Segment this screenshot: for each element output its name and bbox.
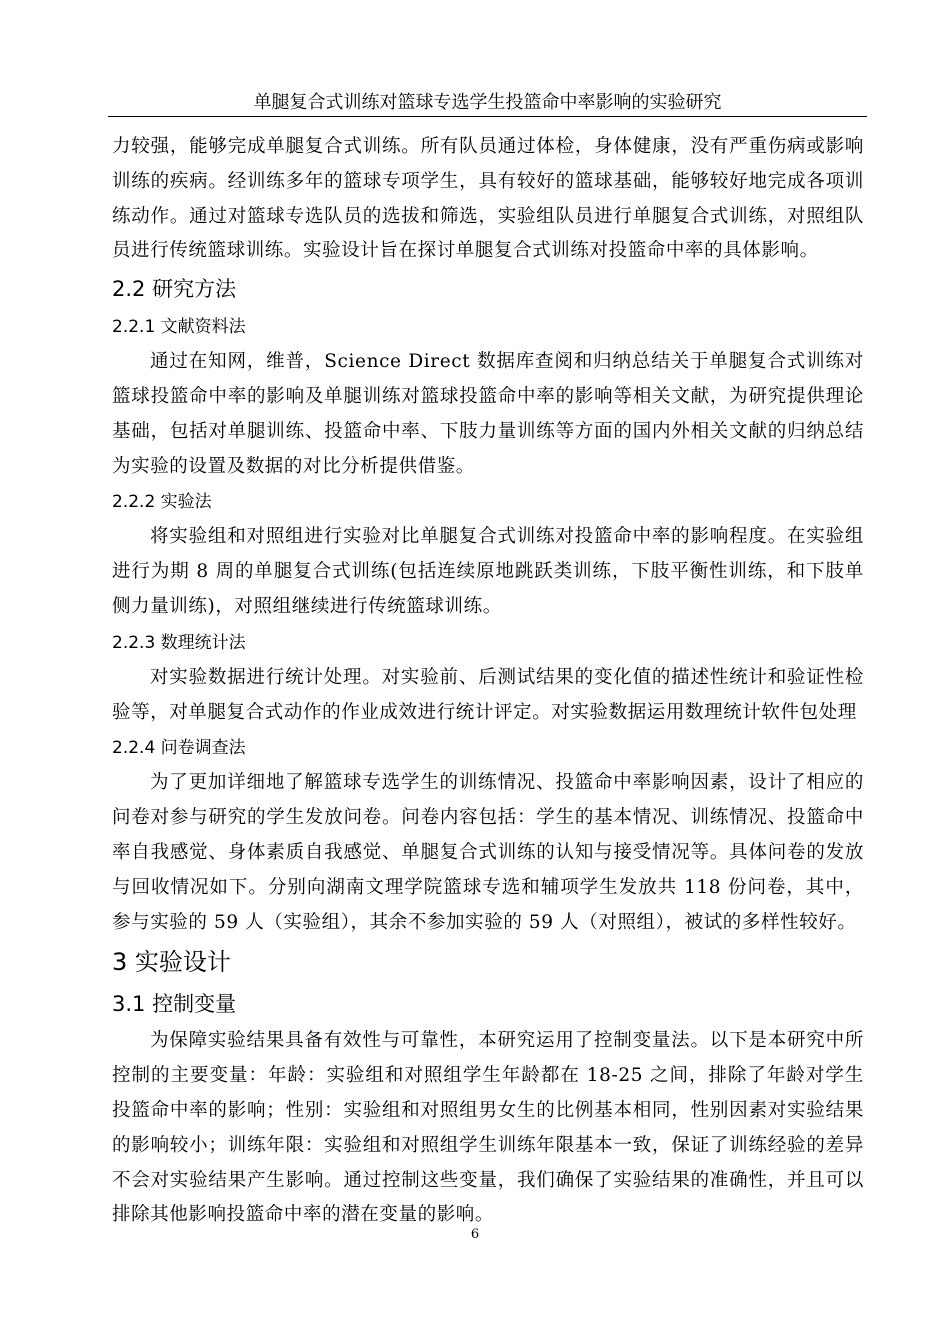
heading-2-2-2-experiment: 2.2.2 实验法 (112, 492, 212, 513)
page-number: 6 (470, 1227, 480, 1242)
paragraph-statistics: 对实验数据进行统计处理。对实验前、后测试结果的变化值的描述性统计和验证性检验等，对单腿复合式动作的作业成效进行统计评定。对实验数据运用数理统计软件包处理 (112, 666, 864, 723)
paragraph-literature: 通过在知网，维普，Science Direct 数据库查阅和归纳总结关于单腿复合式训练对篮球投篮命中率的影响及单腿训练对篮球投篮命中率的影响等相关文献，为研究提供理论基础，包括对单腿训练、投篮命中率、下肢力量训练等方面的国内外相关文献的归纳总结为实验的设置及数据的对比分析提供借鉴。 (112, 351, 864, 477)
paragraph-questionnaire: 为了更加详细地了解篮球专选学生的训练情况、投篮命中率影响因素，设计了相应的问卷对参与研究的学生发放问卷。问卷内容包括：学生的基本情况、训练情况、投篮命中率自我感觉、身体素质自我感觉、单腿复合式训练的认知与接受情况等。具体问卷的发放与回收情况如下。分别向湖南文理学院篮球专选和辅项学生发放共 118 份问卷，其中，参与实验的 59 人（实验组），其余不参加实验的 59 人（对照组），被试的多样性较好。 (112, 772, 864, 933)
heading-3-1-control-variables: 3.1 控制变量 (112, 992, 237, 1017)
heading-3-experiment-design: 3 实验设计 (112, 948, 231, 977)
paragraph-control-variables: 为保障实验结果具备有效性与可靠性，本研究运用了控制变量法。以下是本研究中所控制的主要变量：年龄：实验组和对照组学生年龄都在 18-25 之间，排除了年龄对学生投篮命中率的影响；性别：实验组和对照组男女生的比例基本相同，性别因素对实验结果的影响较小；训练年限：实验组和对照组学生训练年限基本一致，保证了训练经验的差异不会对实验结果产生影响。通过控制这些变量，我们确保了实验结果的准确性，并且可以排除其他影响投篮命中率的潜在变量的影响。 (112, 1030, 864, 1226)
header-rule (108, 116, 867, 117)
main-content (112, 130, 864, 1233)
heading-2-2-3-statistics: 2.2.3 数理统计法 (112, 632, 246, 653)
heading-2-2-1-literature: 2.2.1 文献资料法 (112, 317, 246, 338)
paragraph-participants: 力较强，能够完成单腿复合式训练。所有队员通过体检，身体健康，没有严重伤病或影响训练的疾病。经训练多年的篮球专项学生，具有较好的篮球基础，能够较好地完成各项训练动作。通过对篮球专选队员的选拔和筛选，实验组队员进行单腿复合式训练，对照组队员进行传统篮球训练。实验设计旨在探讨单腿复合式训练对投篮命中率的具体影响。 (112, 136, 864, 262)
heading-2-2-research-methods: 2.2 研究方法 (112, 277, 237, 302)
running-header: 单腿复合式训练对篮球专选学生投篮命中率影响的实验研究 (253, 92, 722, 113)
paragraph-experiment: 将实验组和对照组进行实验对比单腿复合式训练对投篮命中率的影响程度。在实验组进行为期 8 周的单腿复合式训练(包括连续原地跳跃类训练，下肢平衡性训练，和下肢单侧力量训练)，对照组继续进行传统篮球训练。 (112, 526, 864, 617)
heading-2-2-4-questionnaire: 2.2.4 问卷调查法 (112, 738, 246, 759)
